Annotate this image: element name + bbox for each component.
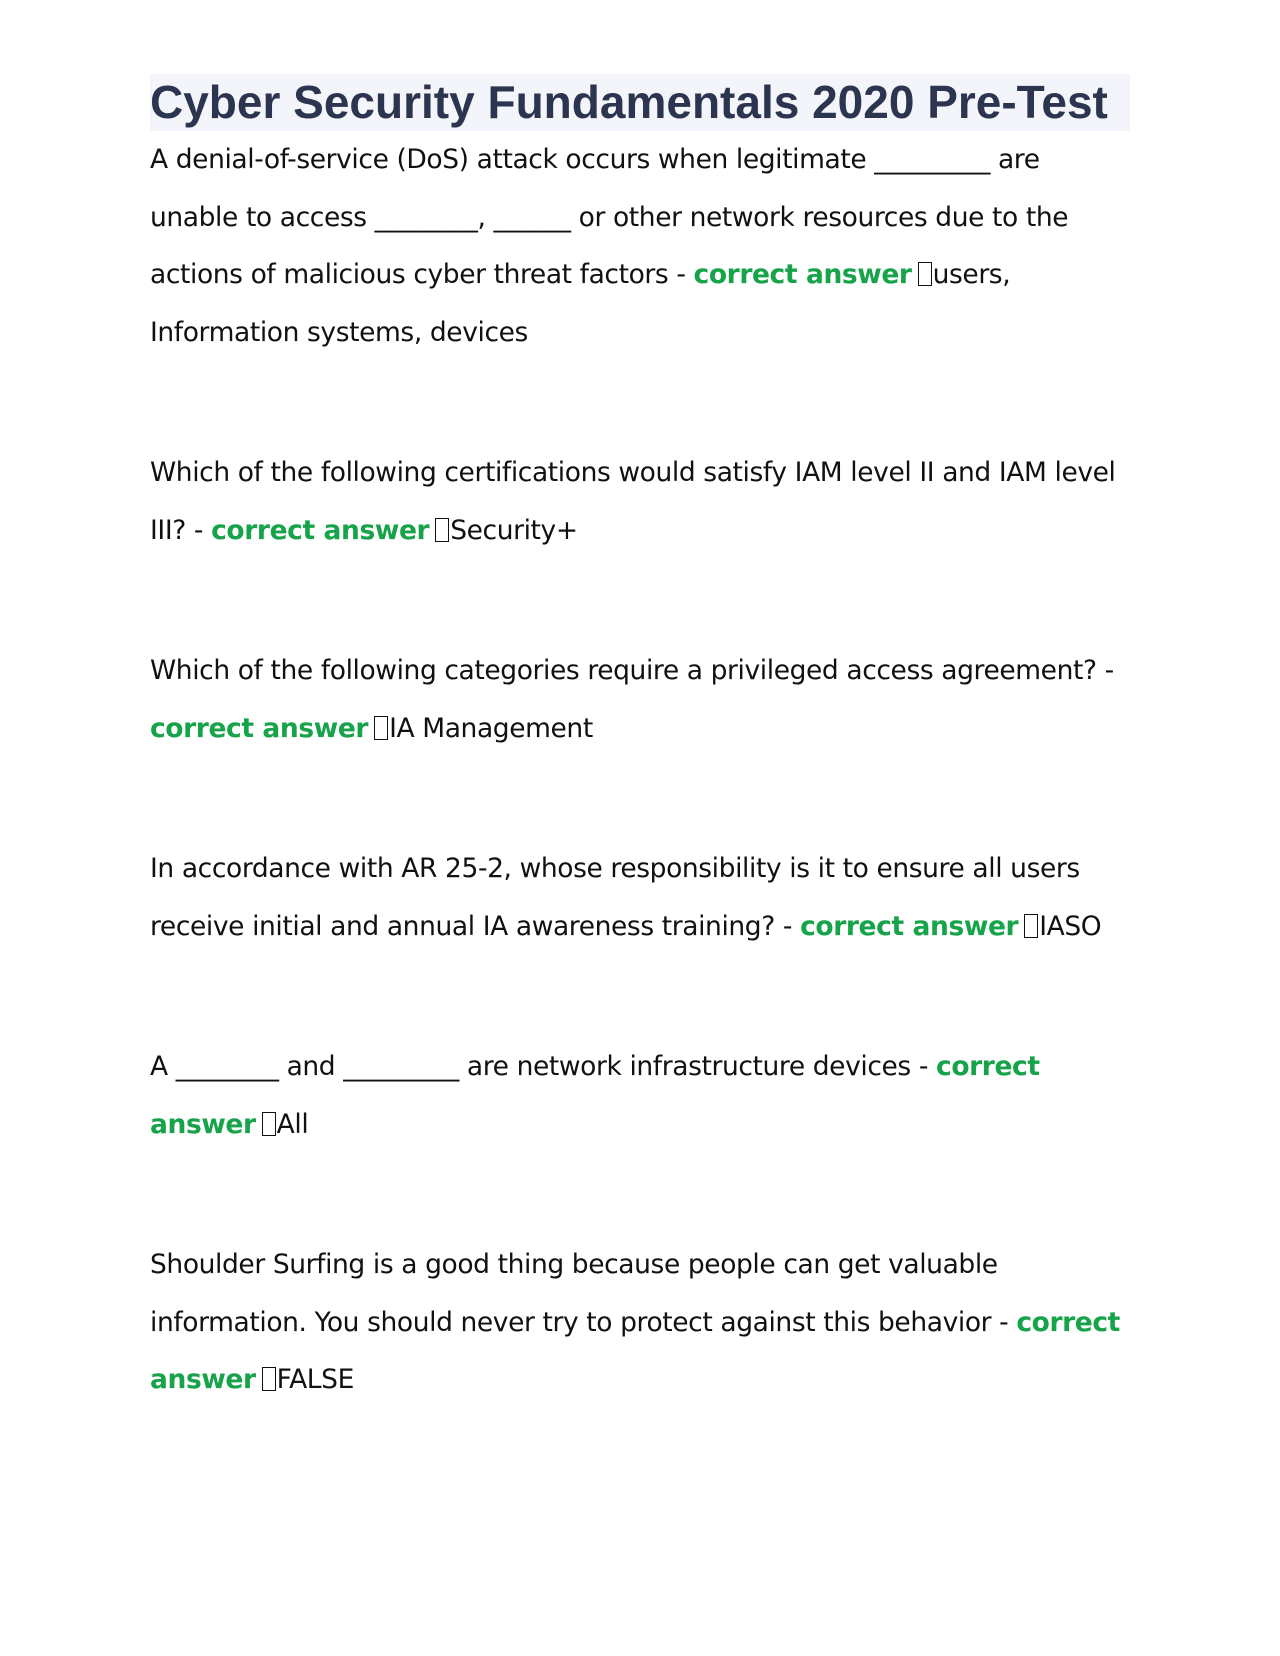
question-text: A ________ and _________ are network infrastructure devices - <box>150 1051 937 1082</box>
checkbox-square-icon <box>918 262 932 286</box>
correct-answer-label: correct answer <box>150 712 369 744</box>
qa-item <box>150 642 1130 757</box>
correct-answer-label: correct answer <box>693 259 912 290</box>
page-title: Cyber Security Fundamentals 2020 Pre-Test <box>150 76 1108 128</box>
answer-text: Security+ <box>450 514 578 546</box>
correct-answer-label: correct answer <box>211 514 430 546</box>
question-text: Which of the following categories require a privileged access agreement? - <box>150 655 1114 686</box>
qa-item <box>150 1236 1130 1409</box>
correct-answer-label: correct answer <box>150 1306 1120 1395</box>
document-body <box>150 74 1130 1409</box>
qa-item <box>150 131 1130 361</box>
checkbox-square-icon <box>435 518 449 542</box>
qa-item <box>150 444 1130 559</box>
checkbox-square-icon <box>262 1367 276 1391</box>
qa-item <box>150 840 1130 955</box>
checkbox-square-icon <box>262 1112 276 1136</box>
answer-text: users, Information systems, devices <box>150 259 1011 348</box>
correct-answer-label: correct answer <box>150 1051 1040 1140</box>
title-block <box>150 74 1130 131</box>
question-text: In accordance with AR 25-2, whose responsibility is it to ensure all users receive initial and annual IA awareness training? - <box>150 853 1080 942</box>
question-text: Shoulder Surfing is a good thing because people can get valuable information. You should never try to protect against this behavior - <box>150 1249 1017 1338</box>
answer-text: IASO <box>1039 910 1102 942</box>
qa-item <box>150 1038 1130 1153</box>
correct-answer-label: correct answer <box>800 910 1019 942</box>
question-text: Which of the following certifications would satisfy IAM level II and IAM level III? - <box>150 457 1116 546</box>
answer-text: All <box>276 1108 309 1140</box>
answer-text: FALSE <box>276 1364 354 1395</box>
question-text: A denial-of-service (DoS) attack occurs when legitimate _________ are unable to access ________, ______ or other network resources due to the actions of malicious cyber threat factors - <box>150 144 1069 290</box>
checkbox-square-icon <box>1024 914 1038 938</box>
checkbox-square-icon <box>374 716 388 740</box>
answer-text: IA Management <box>389 712 593 744</box>
